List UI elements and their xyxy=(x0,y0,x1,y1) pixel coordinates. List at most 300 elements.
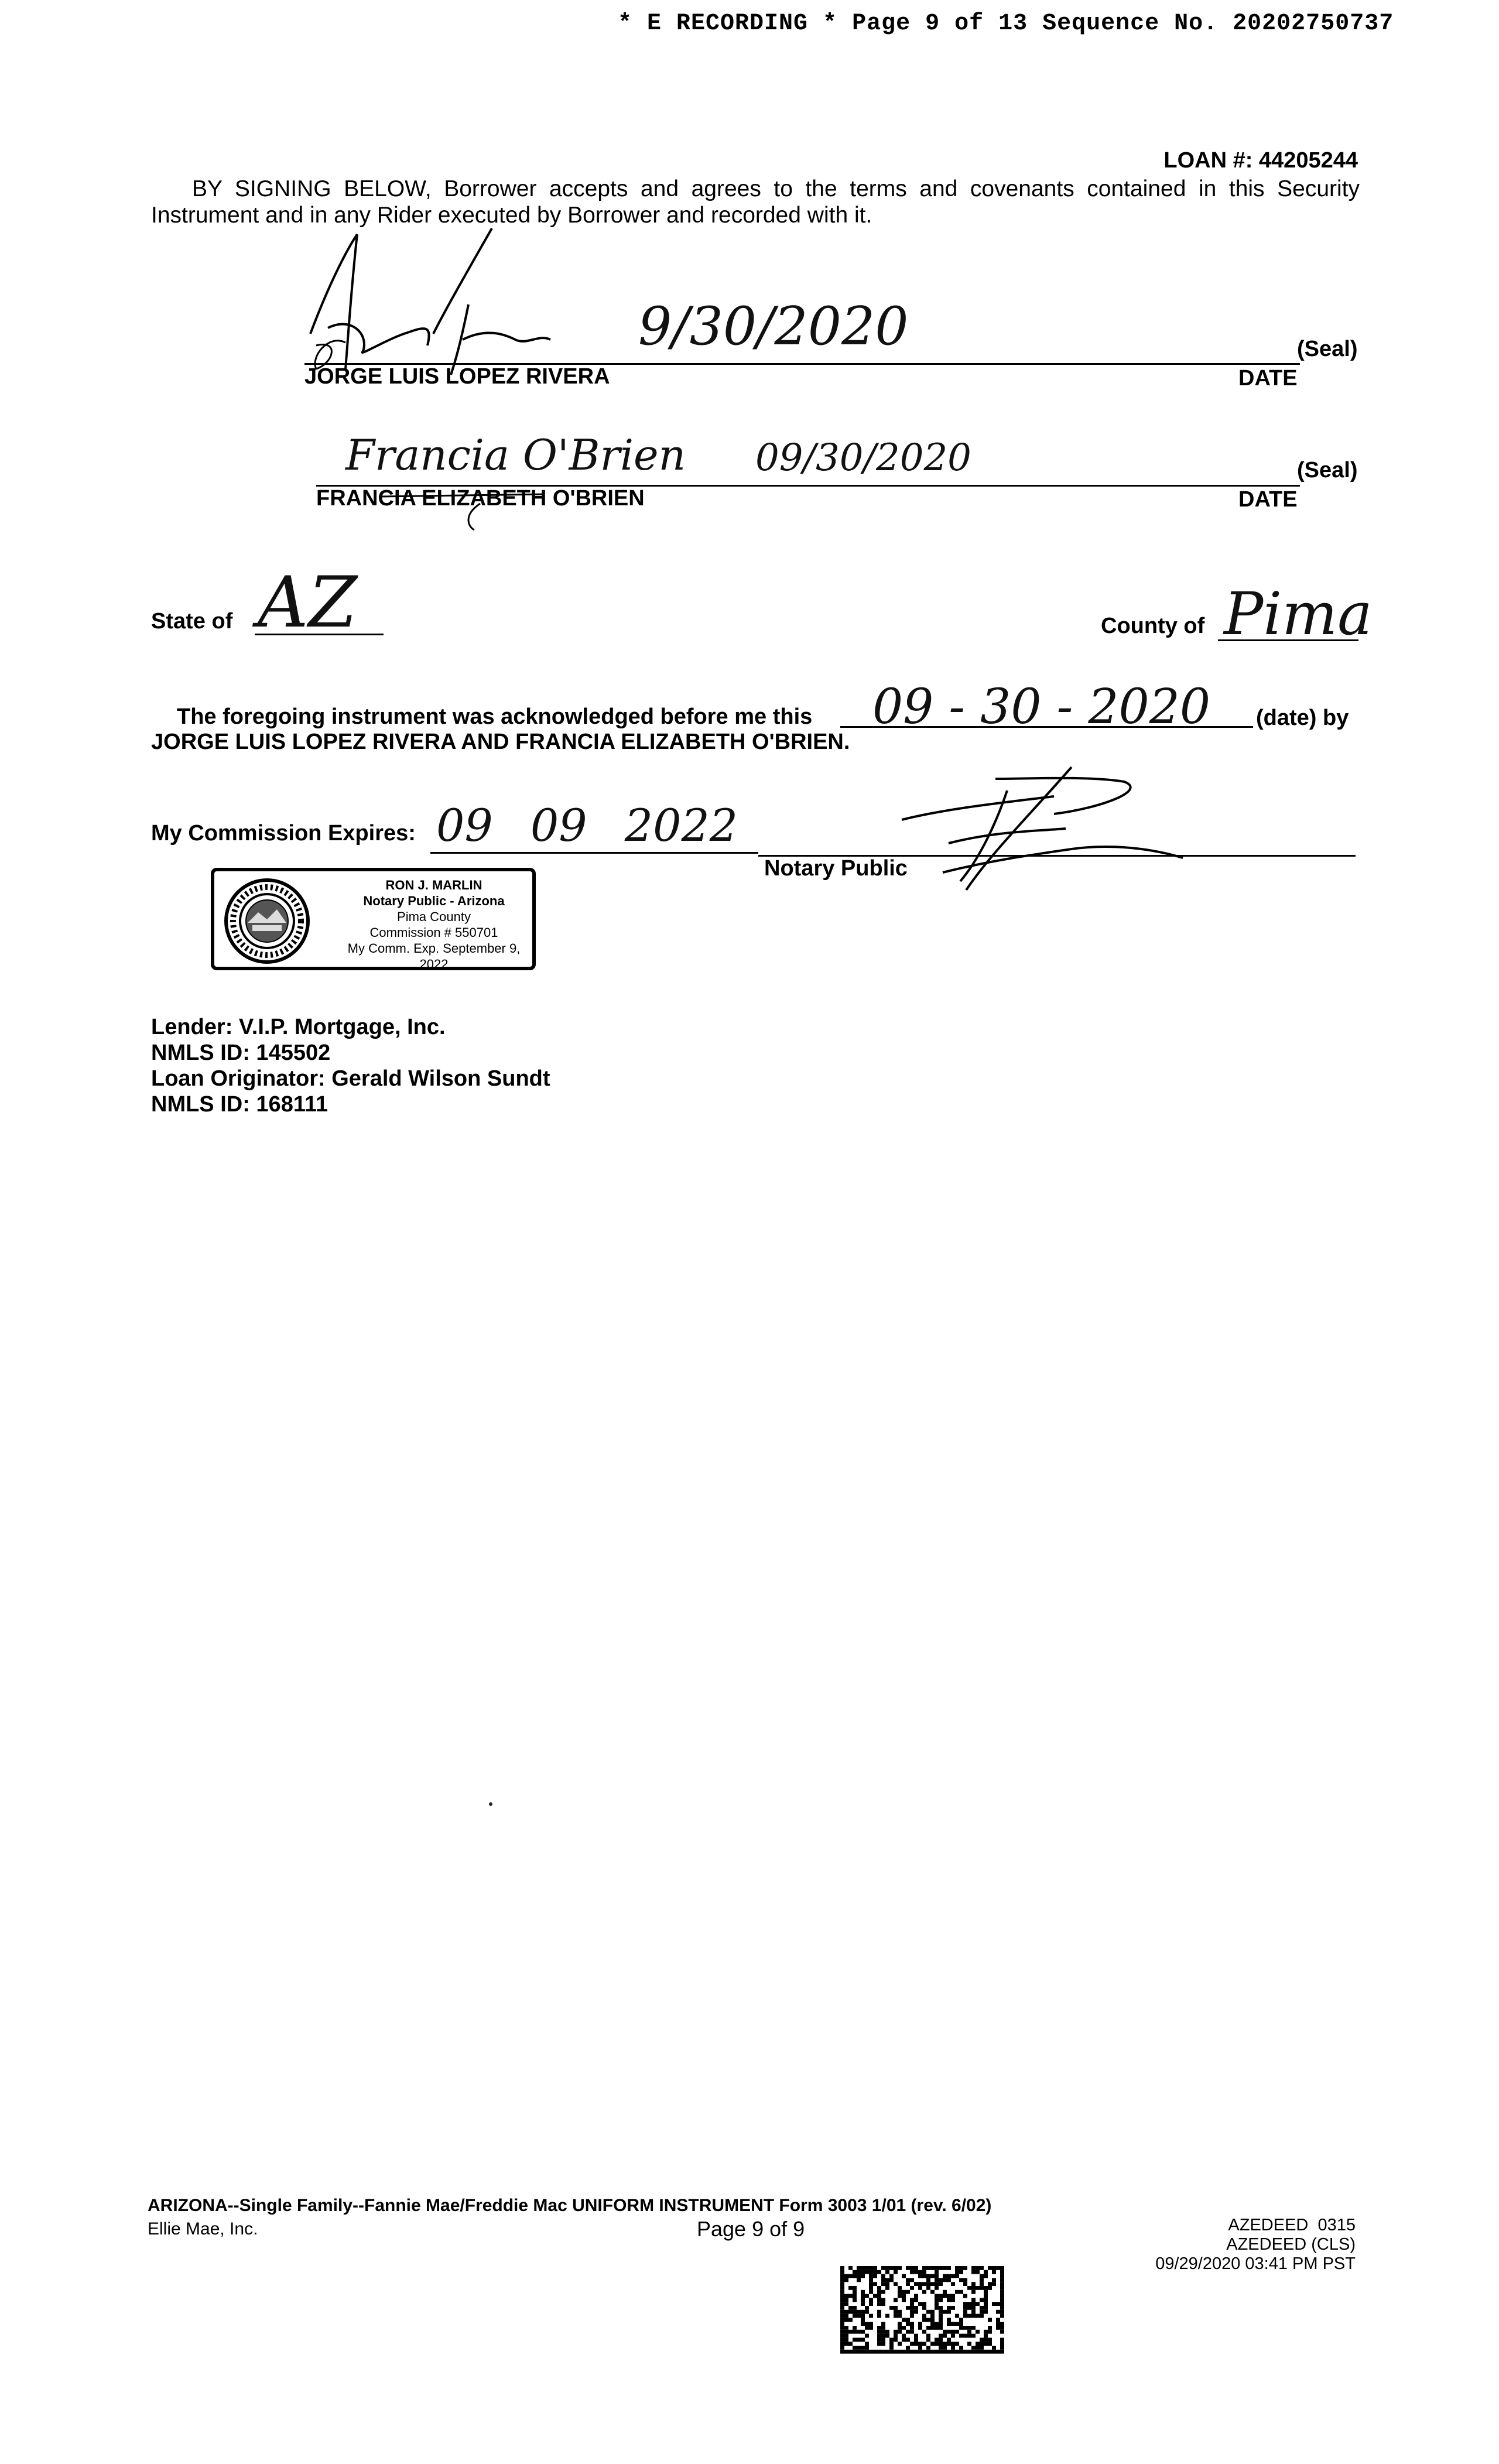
barcode-module xyxy=(959,2278,963,2282)
barcode-module xyxy=(943,2346,947,2350)
barcode-module xyxy=(980,2274,984,2278)
barcode-module xyxy=(848,2266,853,2270)
barcode-module xyxy=(910,2330,914,2334)
barcode-module xyxy=(840,2314,844,2318)
barcode-module xyxy=(894,2282,898,2286)
barcode-module xyxy=(988,2318,992,2322)
barcode-module xyxy=(881,2350,885,2354)
barcode-module xyxy=(939,2298,943,2302)
barcode-module xyxy=(869,2282,873,2286)
barcode-module xyxy=(902,2338,906,2342)
barcode-module xyxy=(918,2274,922,2278)
barcode-module xyxy=(840,2266,844,2270)
barcode-module xyxy=(906,2278,910,2282)
barcode-module xyxy=(869,2290,873,2294)
stamp-commission: Commission # 550701 xyxy=(369,925,498,940)
barcode-module xyxy=(943,2350,947,2354)
barcode-module xyxy=(869,2274,873,2278)
barcode-module xyxy=(971,2302,976,2306)
notary-stamp xyxy=(211,868,536,970)
barcode-module xyxy=(861,2274,865,2278)
barcode-module xyxy=(848,2274,853,2278)
barcode-module xyxy=(947,2294,951,2298)
stamp-name: RON J. MARLIN xyxy=(385,878,482,892)
barcode-module xyxy=(840,2282,844,2286)
barcode-module xyxy=(955,2330,959,2334)
barcode-module xyxy=(947,2318,951,2322)
barcode-module xyxy=(992,2266,996,2270)
signer-2-date-handwritten: 09/30/2020 xyxy=(755,436,971,480)
barcode-module xyxy=(935,2282,939,2286)
barcode-module xyxy=(898,2290,902,2294)
barcode-module xyxy=(885,2350,889,2354)
barcode-module xyxy=(853,2270,857,2274)
barcode-module xyxy=(906,2282,910,2286)
barcode-module xyxy=(914,2298,918,2302)
barcode-module xyxy=(857,2310,861,2314)
barcode-module xyxy=(914,2310,918,2314)
barcode-module xyxy=(853,2286,857,2290)
barcode-module xyxy=(984,2306,988,2310)
barcode-module xyxy=(967,2326,971,2330)
barcode-module xyxy=(853,2326,857,2330)
barcode-module xyxy=(1000,2266,1004,2270)
barcode-module xyxy=(918,2302,922,2306)
barcode-module xyxy=(840,2338,844,2342)
barcode-module xyxy=(885,2334,889,2338)
barcode-module xyxy=(894,2310,898,2314)
barcode-module xyxy=(935,2306,939,2310)
barcode-module xyxy=(877,2302,881,2306)
barcode-module xyxy=(844,2278,848,2282)
barcode-module xyxy=(914,2270,918,2274)
barcode-module xyxy=(930,2282,935,2286)
barcode-module xyxy=(853,2290,857,2294)
barcode-module xyxy=(922,2290,926,2294)
barcode-module xyxy=(955,2322,959,2326)
barcode-module xyxy=(877,2338,881,2342)
barcode-module xyxy=(914,2266,918,2270)
barcode-module xyxy=(869,2278,873,2282)
barcode-module xyxy=(935,2302,939,2306)
barcode-module xyxy=(984,2330,988,2334)
barcode-module xyxy=(976,2350,980,2354)
barcode-module xyxy=(930,2326,935,2330)
barcode-module xyxy=(939,2342,943,2346)
barcode-module xyxy=(963,2310,967,2314)
barcode-module xyxy=(992,2302,996,2306)
barcode-module xyxy=(910,2342,914,2346)
barcode-module xyxy=(853,2298,857,2302)
barcode-module xyxy=(918,2322,922,2326)
barcode-module xyxy=(1000,2286,1004,2290)
barcode-module xyxy=(906,2350,910,2354)
barcode-module xyxy=(910,2298,914,2302)
footer-form-line: ARIZONA--Single Family--Fannie Mae/Freddie Mac UNIFORM INSTRUMENT Form 3003 1/01 (rev. 6/02) xyxy=(148,2196,992,2215)
barcode-module xyxy=(918,2282,922,2286)
county-label: County of xyxy=(1101,614,1205,638)
barcode-module xyxy=(971,2310,976,2314)
barcode-module xyxy=(922,2266,926,2270)
barcode-module xyxy=(881,2326,885,2330)
barcode-module xyxy=(898,2322,902,2326)
barcode-module xyxy=(988,2286,992,2290)
barcode-module xyxy=(930,2322,935,2326)
barcode-module xyxy=(877,2350,881,2354)
barcode-module xyxy=(877,2330,881,2334)
barcode-module xyxy=(980,2278,984,2282)
barcode-module xyxy=(947,2322,951,2326)
barcode-module xyxy=(971,2346,976,2350)
barcode-module xyxy=(894,2266,898,2270)
barcode-module xyxy=(943,2330,947,2334)
barcode-module xyxy=(840,2290,844,2294)
barcode-module xyxy=(955,2342,959,2346)
barcode-module xyxy=(865,2334,869,2338)
footer-codes xyxy=(1155,2216,1356,2274)
barcode-module xyxy=(873,2270,877,2274)
barcode-module xyxy=(980,2286,984,2290)
barcode-module xyxy=(885,2314,889,2318)
barcode-module xyxy=(844,2318,848,2322)
date-by-label: (date) by xyxy=(1256,706,1349,730)
barcode-module xyxy=(873,2294,877,2298)
barcode-module xyxy=(853,2350,857,2354)
barcode-module xyxy=(873,2274,877,2278)
barcode-module xyxy=(967,2342,971,2346)
barcode-module xyxy=(976,2266,980,2270)
barcode-module xyxy=(959,2334,963,2338)
barcode-module xyxy=(959,2318,963,2322)
barcode-module xyxy=(1000,2314,1004,2318)
barcode-module xyxy=(889,2338,894,2342)
lender-nmls: NMLS ID: 145502 xyxy=(151,1041,331,1065)
barcode-module xyxy=(894,2330,898,2334)
commission-line xyxy=(430,852,758,854)
barcode-module xyxy=(971,2350,976,2354)
barcode-module xyxy=(869,2270,873,2274)
barcode-module xyxy=(840,2318,844,2322)
barcode-module xyxy=(844,2330,848,2334)
barcode-module xyxy=(894,2334,898,2338)
barcode-module xyxy=(840,2278,844,2282)
state-value: AZ xyxy=(258,562,358,644)
barcode-module xyxy=(918,2350,922,2354)
barcode-module xyxy=(869,2326,873,2330)
barcode-module xyxy=(963,2334,967,2338)
barcode-module xyxy=(971,2286,976,2290)
barcode-module xyxy=(848,2286,853,2290)
barcode-module xyxy=(914,2306,918,2310)
barcode-module xyxy=(976,2314,980,2318)
barcode-module xyxy=(877,2298,881,2302)
barcode-module xyxy=(922,2270,926,2274)
barcode-module xyxy=(869,2350,873,2354)
barcode-module xyxy=(926,2334,930,2338)
barcode-module xyxy=(943,2266,947,2270)
barcode-module xyxy=(967,2350,971,2354)
barcode-module xyxy=(844,2302,848,2306)
barcode-module xyxy=(984,2338,988,2342)
barcode-module xyxy=(988,2330,992,2334)
barcode-module xyxy=(980,2306,984,2310)
barcode-module xyxy=(976,2286,980,2290)
barcode-module xyxy=(898,2294,902,2298)
barcode-module xyxy=(939,2278,943,2282)
barcode-module xyxy=(889,2266,894,2270)
barcode-module xyxy=(971,2290,976,2294)
signer-1-seal: (Seal) xyxy=(1297,337,1358,361)
barcode-module xyxy=(980,2342,984,2346)
barcode-module xyxy=(996,2326,1000,2330)
barcode-module xyxy=(955,2270,959,2274)
barcode-module xyxy=(1000,2270,1004,2274)
acknowledgment-date: 09 - 30 - 2020 xyxy=(872,679,1211,735)
barcode-module xyxy=(1000,2342,1004,2346)
barcode-module xyxy=(840,2274,844,2278)
barcode-module xyxy=(943,2342,947,2346)
barcode-module xyxy=(951,2346,955,2350)
barcode-module xyxy=(914,2338,918,2342)
barcode-module xyxy=(967,2330,971,2334)
barcode-module xyxy=(840,2322,844,2326)
signer-2-name: FRANCIA ELIZABETH O'BRIEN xyxy=(316,486,645,511)
barcode-module xyxy=(877,2310,881,2314)
barcode-module xyxy=(926,2346,930,2350)
barcode-module xyxy=(840,2302,844,2306)
barcode-module xyxy=(898,2286,902,2290)
barcode-module xyxy=(861,2294,865,2298)
barcode-module xyxy=(971,2266,976,2270)
barcode-module xyxy=(844,2350,848,2354)
acknowledgment-text: The foregoing instrument was acknowledged before me this xyxy=(177,704,813,729)
barcode-module xyxy=(853,2294,857,2298)
footer-timestamp: 09/29/2020 03:41 PM PST xyxy=(1155,2254,1356,2273)
barcode-module xyxy=(955,2274,959,2278)
barcode-module xyxy=(848,2310,853,2314)
barcode-module xyxy=(910,2326,914,2330)
barcode-module xyxy=(980,2266,984,2270)
barcode-module xyxy=(1000,2290,1004,2294)
barcode-module xyxy=(963,2266,967,2270)
barcode-module xyxy=(853,2310,857,2314)
barcode-module xyxy=(930,2314,935,2318)
barcode-module xyxy=(898,2314,902,2318)
barcode-module xyxy=(840,2306,844,2310)
barcode-module xyxy=(988,2338,992,2342)
barcode-module xyxy=(885,2286,889,2290)
barcode-module xyxy=(930,2310,935,2314)
barcode-module xyxy=(930,2350,935,2354)
barcode-module xyxy=(881,2278,885,2282)
barcode-module xyxy=(951,2322,955,2326)
barcode-module xyxy=(930,2290,935,2294)
loan-number: LOAN #: 44205244 xyxy=(1163,148,1358,173)
barcode-module xyxy=(881,2338,885,2342)
barcode-module xyxy=(947,2338,951,2342)
barcode-module xyxy=(885,2278,889,2282)
barcode-module xyxy=(988,2282,992,2286)
barcode-module xyxy=(857,2330,861,2334)
commission-value: 09 09 2022 xyxy=(436,799,738,851)
barcode-module xyxy=(861,2322,865,2326)
barcode-module xyxy=(1000,2346,1004,2350)
barcode-module xyxy=(963,2314,967,2318)
barcode-module xyxy=(869,2286,873,2290)
footer-code-1: AZEDEED 0315 xyxy=(1228,2216,1356,2234)
barcode-module xyxy=(914,2350,918,2354)
barcode-module xyxy=(980,2338,984,2342)
barcode-module xyxy=(947,2306,951,2310)
barcode-module xyxy=(861,2290,865,2294)
barcode-module xyxy=(914,2342,918,2346)
barcode-module xyxy=(848,2342,853,2346)
barcode-module xyxy=(971,2314,976,2318)
barcode-module xyxy=(1000,2294,1004,2298)
barcode-module xyxy=(877,2290,881,2294)
acknowledgment-date-line xyxy=(840,726,1253,728)
barcode-module xyxy=(984,2334,988,2338)
barcode-module xyxy=(955,2266,959,2270)
barcode-module xyxy=(889,2346,894,2350)
barcode-module xyxy=(922,2342,926,2346)
footer-page-number: Page 9 of 9 xyxy=(697,2217,805,2241)
barcode-module xyxy=(976,2346,980,2350)
barcode-module xyxy=(992,2270,996,2274)
barcode-module xyxy=(1000,2274,1004,2278)
barcode-module xyxy=(857,2314,861,2318)
barcode-module xyxy=(889,2274,894,2278)
barcode-module xyxy=(877,2314,881,2318)
barcode-module xyxy=(865,2266,869,2270)
acknowledgment-names: JORGE LUIS LOPEZ RIVERA AND FRANCIA ELIZABETH O'BRIEN. xyxy=(151,730,850,754)
barcode-module xyxy=(840,2346,844,2350)
barcode-module xyxy=(840,2270,844,2274)
barcode-module xyxy=(967,2302,971,2306)
barcode-module xyxy=(881,2330,885,2334)
barcode-module xyxy=(1000,2306,1004,2310)
barcode-module xyxy=(935,2286,939,2290)
barcode-module xyxy=(865,2326,869,2330)
barcode-module xyxy=(926,2350,930,2354)
barcode-module xyxy=(963,2350,967,2354)
barcode-module xyxy=(910,2310,914,2314)
barcode-module xyxy=(894,2270,898,2274)
barcode-module xyxy=(959,2350,963,2354)
intro-text: BY SIGNING BELOW, Borrower accepts and agrees to the terms and covenants contained in this Security Instrument and in any Rider executed by Borrower and recorded with it. xyxy=(151,176,1360,228)
barcode-module xyxy=(848,2294,853,2298)
barcode-module xyxy=(877,2326,881,2330)
barcode-module xyxy=(996,2318,1000,2322)
barcode-module xyxy=(959,2266,963,2270)
barcode-module xyxy=(881,2322,885,2326)
barcode-module xyxy=(967,2286,971,2290)
barcode-module xyxy=(939,2266,943,2270)
barcode-module xyxy=(906,2290,910,2294)
barcode-module xyxy=(951,2334,955,2338)
barcode-module xyxy=(951,2306,955,2310)
barcode-module xyxy=(984,2294,988,2298)
barcode-module xyxy=(947,2298,951,2302)
barcode-module xyxy=(988,2326,992,2330)
barcode-module xyxy=(869,2298,873,2302)
barcode-module xyxy=(935,2266,939,2270)
stamp-county: Pima County xyxy=(397,909,471,924)
barcode-module xyxy=(976,2342,980,2346)
barcode-module xyxy=(980,2282,984,2286)
barcode-module xyxy=(848,2306,853,2310)
barcode-module xyxy=(971,2326,976,2330)
barcode-module xyxy=(922,2306,926,2310)
barcode-module xyxy=(844,2274,848,2278)
barcode-module xyxy=(877,2286,881,2290)
barcode-module xyxy=(840,2330,844,2334)
barcode-module xyxy=(939,2314,943,2318)
barcode-module xyxy=(848,2318,853,2322)
barcode-module xyxy=(984,2342,988,2346)
barcode-module xyxy=(959,2270,963,2274)
barcode-module xyxy=(926,2338,930,2342)
barcode-module xyxy=(910,2286,914,2290)
barcode-module xyxy=(898,2342,902,2346)
barcode-module xyxy=(926,2278,930,2282)
barcode-module xyxy=(881,2298,885,2302)
barcode-module xyxy=(963,2306,967,2310)
barcode-module xyxy=(918,2342,922,2346)
barcode-module xyxy=(959,2290,963,2294)
barcode-module xyxy=(959,2346,963,2350)
barcode-module xyxy=(988,2350,992,2354)
barcode-module xyxy=(857,2338,861,2342)
barcode-module xyxy=(1000,2310,1004,2314)
barcode-module xyxy=(922,2302,926,2306)
barcode-module xyxy=(906,2330,910,2334)
barcode-module xyxy=(906,2346,910,2350)
barcode-module xyxy=(992,2346,996,2350)
barcode-module xyxy=(902,2350,906,2354)
barcode-module xyxy=(935,2298,939,2302)
barcode-module xyxy=(959,2322,963,2326)
barcode-module xyxy=(910,2350,914,2354)
barcode-module xyxy=(869,2322,873,2326)
barcode-module xyxy=(873,2282,877,2286)
barcode-module xyxy=(939,2346,943,2350)
barcode-module xyxy=(844,2294,848,2298)
barcode-module xyxy=(869,2266,873,2270)
barcode-module xyxy=(939,2326,943,2330)
barcode-module xyxy=(922,2330,926,2334)
barcode-module xyxy=(861,2310,865,2314)
barcode-module xyxy=(939,2294,943,2298)
barcode-module xyxy=(947,2342,951,2346)
barcode-module xyxy=(971,2270,976,2274)
barcode-module xyxy=(844,2326,848,2330)
barcode-module xyxy=(902,2334,906,2338)
barcode-icon xyxy=(840,2266,1004,2354)
barcode-module xyxy=(984,2290,988,2294)
barcode-module xyxy=(926,2282,930,2286)
barcode-module xyxy=(943,2274,947,2278)
barcode-module xyxy=(853,2338,857,2342)
barcode-module xyxy=(959,2326,963,2330)
barcode-module xyxy=(1000,2338,1004,2342)
barcode-module xyxy=(865,2270,869,2274)
barcode-module xyxy=(857,2266,861,2270)
barcode-module xyxy=(963,2278,967,2282)
barcode-module xyxy=(947,2278,951,2282)
barcode-module xyxy=(967,2334,971,2338)
barcode-module xyxy=(844,2342,848,2346)
